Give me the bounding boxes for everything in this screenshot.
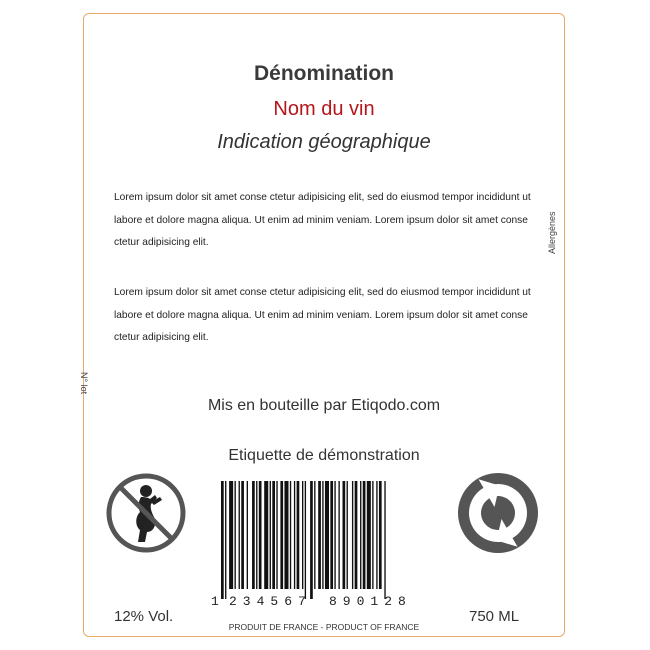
barcode: [209, 481, 437, 611]
demo-text: Etiquette de démonstration: [228, 447, 420, 464]
barcode-bar: [272, 481, 275, 589]
barcode-bar: [355, 481, 358, 589]
barcode-bar: [290, 481, 291, 589]
barcode-bar: [334, 481, 335, 589]
barcode-bar: [347, 481, 348, 589]
barcode-bar: [330, 481, 333, 589]
description-paragraph: Lorem ipsum dolor sit amet conse ctetur adipisicing elit, sed do eiusmod tempor incididunt ut labore et dolore magna aliqua. Ut enim ad minim veniam. Lorem ipsum dolor sit amet conse ctetur adipisicing elit.: [114, 192, 531, 248]
lot-number-text: N° lot: [79, 372, 89, 395]
barcode-bar: [384, 481, 385, 599]
barcode-bar: [367, 481, 371, 589]
green-dot-recycle-icon: [457, 472, 539, 554]
barcode-bar: [305, 481, 306, 599]
barcode-bar: [284, 481, 288, 589]
pregnancy-warning-icon: [105, 472, 187, 554]
barcode-bar: [294, 481, 295, 589]
barcode-bar: [363, 481, 366, 589]
allergens-text: Allergènes: [547, 211, 557, 254]
barcode-bar: [325, 481, 329, 589]
barcode-bar: [229, 481, 233, 589]
barcode-digits-right: 890128: [329, 594, 412, 609]
denomination-title: Dénomination: [254, 62, 394, 85]
barcode-bar: [297, 481, 300, 589]
wine-label: [79, 13, 565, 637]
description-paragraph: Lorem ipsum dolor sit amet conse ctetur adipisicing elit, sed do eiusmod tempor incididunt ut labore et dolore magna aliqua. Ut enim ad minim veniam. Lorem ipsum dolor sit amet conse ctetur adipisicing elit.: [114, 287, 531, 343]
barcode-bar: [270, 481, 271, 589]
barcode-bar: [352, 481, 353, 589]
barcode-bar: [241, 481, 244, 589]
alcohol-content: 12% Vol.: [114, 608, 174, 625]
barcode-digits-left: 234567: [229, 594, 312, 609]
barcode-bar: [310, 481, 313, 599]
barcode-bar: [259, 481, 262, 589]
barcode-bar: [372, 481, 373, 589]
barcode-bar: [360, 481, 361, 589]
barcode-bar: [235, 481, 236, 589]
bottler-text: Mis en bouteille par Etiqodo.com: [207, 397, 441, 414]
barcode-bar: [280, 481, 283, 589]
barcode-bar: [322, 481, 323, 589]
barcode-bar: [256, 481, 257, 589]
barcode-bar: [252, 481, 255, 589]
barcode-bar: [379, 481, 382, 589]
barcode-bar: [318, 481, 321, 589]
barcode-bar: [276, 481, 277, 589]
barcode-bar: [343, 481, 346, 589]
barcode-bar: [239, 481, 240, 589]
barcode-bar: [221, 481, 224, 599]
origin-text: PRODUIT DE FRANCE - PRODUCT OF FRANCE: [228, 622, 420, 632]
barcode-bar: [338, 481, 339, 589]
volume-text: 750 ML: [469, 608, 520, 625]
barcode-bar: [376, 481, 377, 589]
barcode-bar: [264, 481, 268, 589]
barcode-bar: [225, 481, 226, 599]
barcode-bar: [302, 481, 303, 589]
geographic-indication: Indication géographique: [217, 131, 431, 153]
barcode-bar: [247, 481, 248, 589]
barcode-digits-first: 1: [211, 594, 219, 609]
wine-name: Nom du vin: [273, 98, 375, 120]
barcode-bar: [314, 481, 315, 589]
